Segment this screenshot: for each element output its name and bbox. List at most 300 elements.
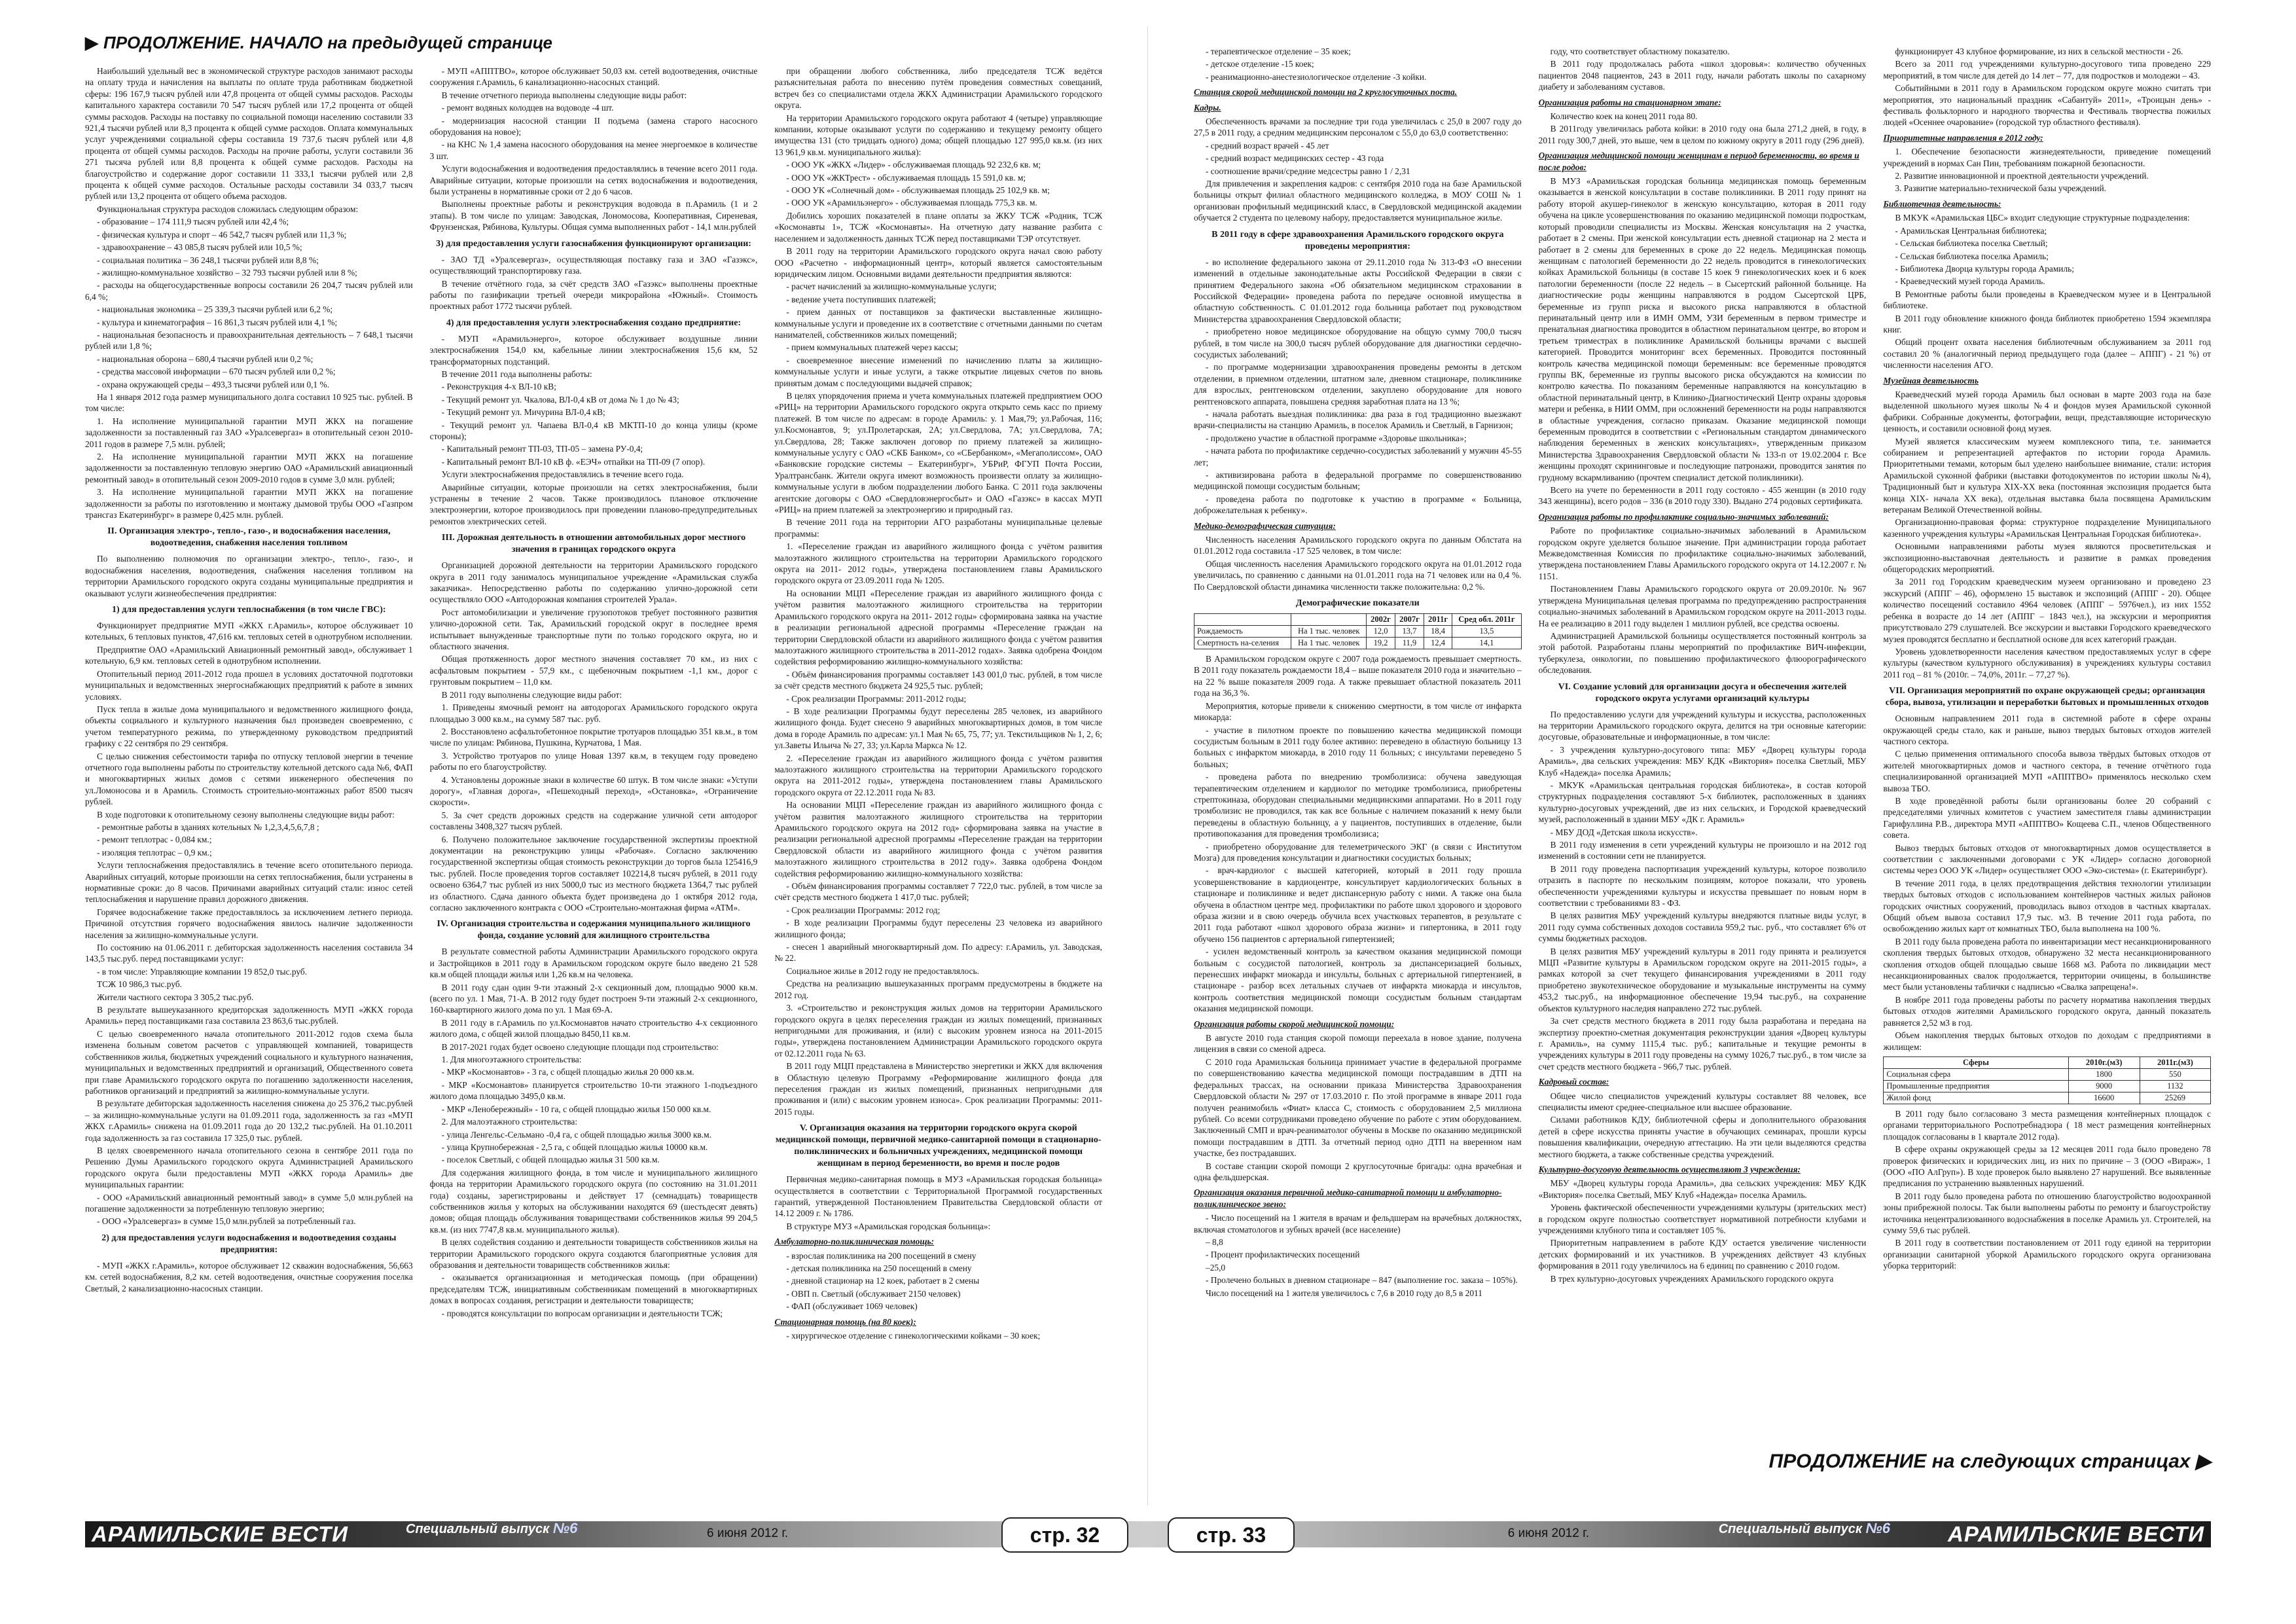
paragraph: - МКР «Космонавтов» - 3 га, с общей площадью жилья 20 000 кв.м. (441, 1067, 694, 1077)
paragraph: - национальная безопасность и правоохранительная деятельность – 7 648,1 тысячи рублей или 1,8 %; (85, 329, 413, 352)
paragraph: В МКУК «Арамильская ЦБС» входит следующие структурные подразделения: (1895, 213, 2190, 223)
table-cell: 550 (2140, 1068, 2210, 1080)
paragraph: По состоянию на 01.06.2011 г. дебиторская задолженность населения составила 34 143,5 тыс.руб. перед поставщиками услуг: (85, 943, 413, 964)
paragraph: - по программе модернизации здравоохранения проведены ремонты в детском отделении, в приемном отделении, штатном зале, дневном стационаре, поликлинике для взрослых, рентгеновском отделении, закуплено оборудование для нового рентгеновского аппарата, повышена средняя заработная плата на 13 %; (1194, 362, 1522, 406)
table-header-cell: 2002г (1367, 614, 1395, 626)
paragraph: В августе 2010 года станция скорой помощи переехала в новое здание, получена лицензия в связи со сменой адреса. (1194, 1033, 1522, 1055)
paragraph: - проведена работа по подготовке к участию в программе « Больница, доброжелательная к ребенку». (1194, 494, 1522, 516)
paragraph: МБУ «Дворец культуры города Арамиль», два сельских учреждения: МБУ КДК «Виктория» поселка Светлый, МБУ Клуб «Надежда» поселка Арамиль. (1538, 1178, 1867, 1200)
paragraph: при обращении любого собственника, либо председателя ТСЖ ведётся разъяснительная работа по внесению путём проведения совместных совещаний, встреч без со специалистами отдела ЖКХ Администрации Арамильского городского округа. (774, 66, 1103, 111)
paragraph: - национальная экономика – 25 339,3 тысячи рублей или 6,2 %; (97, 304, 333, 315)
section-heading: Кадры. (1194, 102, 1221, 113)
paragraph: В результате дебиторская задолженность населения снижена до 25 376,2 тыс.рублей – за жилищно-коммунальные услуги на 01.09.2011 года, задолженность за газ «МУП ЖКХ г.Арамиль» снижена на 01.09.2011 года до 20 132,2 тыс.рублей. На 01.10.2011 года задолженность за газ составила 17 325,0 тыс. рублей. (85, 1098, 413, 1143)
paragraph: - МКР «Ленобережный» - 10 га, с общей площадью жилья 150 000 кв.м. (441, 1104, 711, 1114)
paragraph: 3. Развитие материально-технической базы учреждений. (1895, 183, 2106, 194)
table-cell: 1132 (2140, 1080, 2210, 1092)
paragraph: Силами работников КДУ, библиотечной сферы и дополнительного образования детей в сфере искусства приняты участие в обучающих семинарах, прошли курсы повышения квалификации, очередную аттестацию. На эти цели выделяются средства местного бюджета, а также собственные средства учреждений. (1538, 1115, 1867, 1159)
issue-date: 6 июня 2012 г. (1507, 1526, 1589, 1540)
paragraph: - образование – 174 111,9 тысяч рублей или 42,4 %; (97, 217, 289, 227)
paragraph: - приобретено новое медицинское оборудование на общую сумму 700,0 тысяч рублей, в том числе на 300,0 тысяч рублей оборудование для диагностики сердечно-сосудистых заболеваний; (1194, 327, 1522, 359)
paragraph: - продолжено участие в областной программе «Здоровье школьника»; (1206, 433, 1467, 443)
paragraph: - средний возраст медицинских сестер - 43 года (1206, 153, 1384, 164)
paragraph: Количество коек на конец 2011 года 80. (1550, 111, 1698, 122)
paragraph: По выполнению полномочия по организации электро-, тепло-, газо-, и водоснабжения населения, водоотведения, снабжения населения топливом на территории Арамильского городского округа созданы муниципальные предприятия и оказывают услуги жизнеобеспечения предприятия: (85, 554, 413, 598)
paragraph: Обеспеченность врачами за последние три года увеличилась с 25,0 в 2007 году до 27,5 в 2011 году, а средним медицинским персоналом с 55,0 до 63,0 соответственно: (1194, 117, 1522, 138)
paragraph: В 2011 году обновление книжного фонда библиотек приобретено 1594 экземпляра книг. (1883, 313, 2212, 334)
paragraph: - в том числе: Управляющие компании 19 852,0 тыс.руб. (97, 966, 308, 977)
paragraph: 1. «Переселение граждан из аварийного жилищного фонда с учётом развития малоэтажного жилищного строительства на территории Арамильского городского округа на 2011- 2012 годы», утверждена постановлением главы Арамильского городского округа от 23.09.2011 года № 1205. (774, 541, 1103, 586)
paragraph: Аварийные ситуации, которые произошли на сетях электроснабжения, были устранены в течение 2 часов. Также производилось плановое отключение электроэнергии, которое производилось при проведении планово-предупредительных ремонтов электрических сетей. (429, 482, 758, 526)
paragraph: В течение 2011 года выполнены работы: (441, 369, 592, 379)
paragraph: - ремонт водяных колодцев на водоводе -4 шт. (441, 103, 614, 113)
table-header-cell: 2007г (1395, 614, 1424, 626)
table-cell: 12,0 (1367, 626, 1395, 638)
paragraph: - врач-кардиолог с высшей категорией, который в 2011 году прошла усовершенствование в кардиоцентре, консультирует кардиологических больных в стационаре и поликлинике и ведет диспансерную работу с ними. А также она была обучена в областном центре мед. профилактики по работе школ здорового и здорового образа жизни и в свою очередь обучила всех участковых терапевтов, в результате с 2011 года работают «школ здорового образа жизни» и гипертоника, в 2011 году обучено 156 пациентов с артериальной гипертензией; (1194, 865, 1522, 944)
paragraph: Основными направлениями работы музея являются просветительская и экспозиционно-выставочная деятельность и развитие в рамках проведения общегородских мероприятий. (1883, 541, 2212, 575)
paragraph: Объем накопления твердых бытовых отходов по доходам с предприятиями в жилищем: (1883, 1030, 2212, 1052)
section-heading: 3) для предоставления услуги газоснабжения функционируют организации: (436, 238, 751, 249)
paragraph: Общий процент охвата населения библиотечным обслуживанием за 2011 год составил 20 % (аналогичный период предыдущего года (далее – АППГ) - 21 %) от численности населения АГО. (1883, 337, 2212, 370)
paragraph: - расчет начислений за жилищно-коммунальные услуги; (786, 281, 997, 292)
paragraph: 4. Установлены дорожные знаки в количестве 60 штук. В том числе знаки: «Уступи дорогу», «Главная дорога», «Пешеходный переход», «Остановка», «Ограничение скорости». (429, 774, 758, 808)
paragraph: - средства массовой информации – 670 тысяч рублей или 0,2 %; (97, 367, 336, 377)
paragraph: - реанимационно-анестезиологическое отделение -3 койки. (1206, 71, 1427, 82)
paragraph: - модернизация насосной станции II подъема (замена старого насосного оборудования на новое); (429, 115, 758, 137)
paragraph: - ФАП (обслуживает 1069 человек) (786, 1301, 918, 1312)
paragraph: - расходы на общегосударственные вопросы составили 26 204,7 тысяч рублей или 6,4 %; (85, 280, 413, 302)
paragraph: - Текущий ремонт ул. Мичурина ВЛ-0,4 кВ; (441, 407, 605, 418)
column (430, 65, 758, 1525)
paragraph: - прием данных от поставщиков за фактически выставленные жилищно-коммунальные услуги и проведение их в соответствие с отчетными данными по счетам нанимателей, собственников жилых помещений; (774, 307, 1103, 340)
paragraph: - В ходе реализации Программы будут переселены 23 человека из аварийного жилищного фонда; (774, 918, 1103, 939)
paragraph: Рост автомобилизации и увеличение грузопотоков требует постоянного развития улично-дорожной сети. Так, Арамильский городской округ в последнее время испытывает вынужденные транспортные пути по только городского округа, но и областного значения. (429, 607, 758, 652)
paragraph: - Капитальный ремонт ВЛ-10 кВ ф. «ЕЭЧ» отпайки на ТП-09 (7 опор). (441, 456, 706, 467)
paragraph: Общая протяженность дорог местного значения составляет 70 км., из них с асфальтовым покрытием - 57,9 км., с щебеночным покрытием -1,1 км., дорог с грунтовым покрытием – 11,0 км. (429, 654, 758, 687)
section-heading: Медико-демографическая ситуация: (1194, 520, 1336, 531)
section-heading: Стационарная помощь (на 80 коек): (774, 1316, 916, 1327)
paragraph: - улица Ленгельс-Сельмано -0,4 га, с общей площадью жилья 3000 кв.м. (441, 1129, 711, 1140)
paragraph: - участие в пилотном проекте по повышению качества медицинской помощи сосудистым больным в 2011 году более активно: переведено в областную больницу 13 больных с инфарктом миокарда, в 2010 году 11 больных; с инсультами переведено 5 больных; (1194, 725, 1522, 769)
paragraph: - приобретено оборудование для телеметрического ЭКГ (в связи с Институтом Мозга) для проведения консультации и диагностики сосудистых больных; (1194, 841, 1522, 863)
paragraph: В результате совместной работы Администрации Арамильского городского округа и Застройщиков в 2011 году в Арамильском городском округе было введено 21 528 кв.м общей площади жилья или 1,26 кв.м на человека. (429, 947, 758, 980)
paragraph: Событийными в 2011 году в Арамильском городском округе можно считать три мероприятия, это национальный праздник «Сабантуй» 2011», «Троицын день» - фестиваль фольклорного и народного творчества и Фестиваль творчества пожилых людей «Осеннее очарование» (городской тур областного фестиваля). (1883, 83, 2212, 128)
section-heading: Приоритетные направления в 2012 году: (1883, 132, 2043, 143)
masthead: АРАМИЛЬСКИЕ ВЕСТИ (1948, 1522, 2204, 1546)
paragraph: Организацией дорожной деятельности на территории Арамильского городского округа в 2011 году занималось муниципальное учреждение «Арамильская служба заказчика». Непосредственно работы по содержанию улично-дорожной сети осуществляло ООО «Автодорожная компания строителей Урала». (429, 560, 758, 605)
paragraph: году, что соответствует областному показателю. (1550, 46, 1730, 56)
paragraph: - Текущий ремонт ул. Чкалова, ВЛ-0,4 кВ от дома № 1 до № 43; (441, 394, 679, 405)
page-footer (1148, 1512, 2296, 1553)
paragraph: - В ходе реализации Программы будут переселены 285 человек, из аварийного жилищного фонда. Будет снесено 9 аварийных многоквартирных домов, в том числе дома в городе Арамиль по адресам: ул.1 Мая № 65, 75, 77; ул. Текстильщиков № 1, 2, 6; ул.Заветы Ильича № 27, 33; ул.Карла Маркса № 12. (774, 706, 1103, 751)
table-cell: 14,1 (1452, 638, 1522, 649)
paragraph: В Ремонтные работы были проведены в Краеведческом музее и в Центральной библиотеке. (1883, 289, 2212, 311)
paragraph: - культура и кинематография – 16 861,3 тысяч рублей или 4,1 %; (97, 317, 338, 327)
table-cell: 16600 (2068, 1092, 2140, 1104)
page-33-columns (1194, 46, 2211, 1506)
paragraph: - ООО «Арамильский авиационный ремонтный завод» в сумме 5,0 млн.рублей на погашение задолженности за потребленную тепловую энергию; (85, 1192, 413, 1214)
paragraph: Добились хороших показателей в плане оплаты за ЖКУ ТСЖ «Родник, ТСЖ «Космонавты 1», ТСЖ «Космонавты». На отчетную дату название разбита с населением и задолженность данных ТСЖ перед поставщиками ТЭР отсутствует. (774, 210, 1103, 244)
paragraph: 2. «Переселение граждан из аварийного жилищного фонда с учётом развития малоэтажного жилищного строительства на территории Арамильского городского округа на 2011-2012 годы», утверждена постановлением главы Арамильского городского округа от 22.12.2011 года № 83. (774, 753, 1103, 797)
paragraph: - Процент профилактических посещений (1206, 1250, 1360, 1260)
paragraph: Постановлением Главы Арамильского городского округа от 20.09.2010г. № 967 утверждена Муниципальная целевая программа по предупреждению распространения социально-значимых заболеваний в Арамильском городском округе на 2011-2013 годы. На ее реализацию в 2011 году выделен 1 миллион рублей, все средства освоены. (1538, 584, 1867, 628)
paragraph: Жители частного сектора 3 305,2 тыс.руб. (97, 992, 254, 1002)
section-heading: Станция скорой медицинской помощи на 2 круглосуточных поста. (1194, 87, 1458, 98)
paragraph: В ходе подготовки к отопительному сезону выполнены следующие виды работ: (97, 809, 395, 820)
section-heading: VII. Организация мероприятий по охране окружающей среды; организация сбора, вывоза, утилизации и переработки бытовых и промышленных отходов (1885, 686, 2209, 708)
paragraph: Для содержания жилищного фонда, в том числе и муниципального жилищного фонда на территории Арамильского городского округа (по состоянию на 31.01.2011 года) созданы, зарегистрированы и действует 17 (семнадцать) товариществ собственников жилья у которых на обслуживании находятся 69 (шестьдесят девять) домов; общая площадь обслуживания товариществами собственников жилья 99 204,5 кв.м. (из них 7747,8 кв.м. муниципального жилья). (429, 1167, 758, 1235)
paragraph: В 2011 году в соответствии постановлением от 2011 году единой на территории организации санитарной уборкой Арамильского городского округа организована уборка территорий: (1883, 1238, 2212, 1271)
section-heading: Организация работы на стационарном этапе: (1538, 97, 1721, 107)
table-header-cell: 2011г (1424, 614, 1452, 626)
paragraph: 2. На исполнение муниципальной гарантии МУП ЖКХ на погашение задолженности за поставленную тепловую энергию ОАО «Арамильский авиационный ремонтный завод» в отопительный сезон 2009-2010 годов в сумме 3,0 млн. рублей; (85, 452, 413, 484)
paragraph: Приоритетным направлением в работе КДУ остается увеличение численности детских формирований и их участников. В учреждениях действует 43 клубных формирования в 2011 году увеличилось на 6 единиц по сравнению с 2010 годом. (1538, 1238, 1867, 1271)
paragraph: - соотношение врачи/средние медсестры равно 1 / 2,31 (1206, 166, 1410, 176)
paragraph: В целях упорядочения приема и учета коммунальных платежей предприятием ООО «РИЦ» на территории Арамильского городского округа открыто семь касс по приему платежей. В том числе по адресам: в городе Арамиль: у. 1 Мая,79; ул.Рабочая, 116; ул.Космонавтов, 9; ул.Пролетарская, 2А; ул.Свердлова, 7А; ул.Свердлова, 7А; ул.Свердлова, 28; Также заключен договор по приему платежей за жилищно-коммунальные услугу с ОАО «СКБ Банком», со «СБербанком», «Мегаполиссом», ОАО «Банковские городские системы – Екатеринбург», УБРиР, ФГУП Почта России, Уралтрансбанк. Жители округа имеют возможность произвести оплату за жилищно-коммунальные услуги в любом подразделении любого Банка. С 2011 года заключены агентские договоры с ОАО «Свердловэнергосбыт» и ОАО «Газэкс» в кассах МУП «РИЦ» на прием платежей за электроэнергию и природный газ. (774, 390, 1103, 515)
paragraph: - терапевтическое отделение – 35 коек; (1206, 46, 1351, 56)
paragraph: Уровень удовлетворенности населения качеством предоставляемых услуг в сфере культуры (качеством культурного обслуживания) в учреждениях культуры составил 2011 год – 81 % (2010г. – 74,0%, 2011г. – 77,27 %). (1883, 646, 2212, 679)
paragraph: В Арамильском городском округе с 2007 года рождаемость превышает смертность. В 2011 году показатель рождаемости 18,4 – выше показателя 2010 года и значительно – на 22 % выше показателя 2009 года. А также превышает областной показатель 2011 года на 36,3 %. (1194, 654, 1522, 698)
paragraph: Социальное жилье в 2012 году не предоставлялось. (786, 965, 980, 976)
table-cell: 12,4 (1424, 638, 1452, 649)
paragraph: Администрацией Арамильской больницы осуществляется постоянный контроль за этой работой. Разработаны планы мероприятий по профилактике ВИЧ-инфекции, туберкулеза, онкологии, по повышению профилактического флюорографического обследования. (1538, 630, 1867, 676)
table-header-cell: 2011г.(м3) (2140, 1056, 2210, 1068)
table-row (1884, 1068, 2211, 1080)
section-heading: Библиотечная деятельность: (1883, 198, 2001, 209)
paragraph: - Пролечено больных в дневном стационаре – 847 (выполнение гос. заказа – 105%). (1206, 1275, 1518, 1286)
paragraph: - Капитальный ремонт ТП-03, ТП-05 – замена РУ-0,4; (441, 444, 643, 454)
column (85, 65, 413, 1525)
paragraph: В 2017-2021 годах будет освоено следующие площади под строительство: (441, 1041, 719, 1052)
issue-date: 6 июня 2012 г. (707, 1526, 789, 1540)
paragraph: Общая численность населения Арамильского городского округа на 01.01.2012 года увеличилась, по сравнению с данными на 01.01.2011 года на 71 человек или на 0,4 %. По Свердловской области динамика численности также положительна: 0,2 %. (1194, 558, 1522, 592)
masthead: АРАМИЛЬСКИЕ ВЕСТИ (92, 1522, 348, 1546)
paragraph: - Объём финансирования программы составляет 143 001,0 тыс. рублей, в том числе за счёт средств местного бюджета 24 925,5 тыс. рублей; (774, 669, 1103, 691)
paragraph: 2. Развитие инновационной и проектной деятельности учреждений. (1895, 171, 2149, 181)
special-issue-badge: Специальный выпуск №6 (1718, 1520, 1890, 1536)
column (1539, 46, 1867, 1506)
paragraph: В составе станции скорой помощи 2 круглосуточные бригады: одна врачебная и одна фельдшерская. (1194, 1161, 1522, 1182)
paragraph: Краеведческий музей города Арамиль был основан в марте 2003 года на базе выделенной школьного музея школы №4 и фондов музея Арамильской суконной фабрики. Собранные документы, фотографии, вещи, представляющие историческую ценность, и составили основной фонд музея. (1883, 389, 2212, 434)
paragraph: Музей является классическим музеем комплексного типа, т.е. занимается собиранием и репрезентацией артефактов по истории города Арамиль. Приоритетными темами, которым был уделено наибольшее внимание, стали: история Арамильской суконной фабрики (выставки фотодокументов по истории школы №4), Традиционный быт и культура XIX-XX века (постоянная экспозиция продается быта конца XIX- начала XX века), отдельная выставка была посвящена Арамильским ветеранам Великой Отечественной войны. (1883, 436, 2212, 515)
column (774, 65, 1102, 1525)
paragraph: - ООО «Уралсевергаз» в сумме 15,0 млн.рублей за потребленный газ. (97, 1216, 356, 1227)
paragraph: В результате вышеуказанного кредиторская задолженность МУП «ЖКХ города Арамиль» перед поставщиками газа составила 23 863,6 тыс.рублей. (85, 1005, 413, 1026)
paragraph: Всего на учете по беременности в 2011 году состояло - 455 женщин (в 2010 году 343 женщины), всего родов – 336 (в 2010 году 330). Выдано 274 родовых сертификата. (1538, 485, 1867, 507)
paragraph: - изоляция теплотрас – 0,9 км.; (97, 847, 212, 857)
table-cell: 19,2 (1367, 638, 1395, 649)
paragraph: - МУП «АППТВО», которое обслуживает 50,03 км. сетей водоотведения, очистные сооружения г.Арамиль, 6 канализационно-насосных станций. (429, 66, 758, 88)
paragraph: 2. Восстановлено асфальтобетонное покрытие тротуаров площадью 351 кв.м., в том числе по улицам: Рябинова, Пушкина, Курчатова, 1 Мая. (429, 726, 758, 748)
paragraph: - во исполнение федерального закона от 29.11.2010 года № 313-ФЗ «О внесении изменений в отдельные законодательные акты Российской Федерации в связи с принятием Федерального закона «Об обязательном медицинском страховании в Российской Федерации» проведена работа по передаче основной имущества в областную собственность. С 01.01.2012 года больница работает под руководством Министерства здравоохранения Свердловской области; (1194, 257, 1522, 324)
paragraph: Для привлечения и закрепления кадров: с сентября 2010 года на базе Арамильской больницы открыт филиал областного медицинского колледжа, в МОУ СОШ № 1 организован профильный медицинский класс, в Свердловской медицинской академии обучается 2 студента по целевому набору, предоставляется муниципальное жилье. (1194, 179, 1522, 223)
table-cell: 11,9 (1395, 638, 1424, 649)
paragraph: - начала работать выездная поликлиника: два раза в год традиционно выезжают врачи-специалисты на станцию Арамиль, в поселок Арамиль и Светлый, в Гарнизон; (1194, 408, 1522, 431)
paragraph: С целью своевременного начала отопительного 2011-2012 годов схема была изменена больным советом расчетов с управляющей компанией, товариществ собственников жилья, бюджетных учреждений социального и культурного назначения, муниципальных и ведомственных предприятий и организаций, Общественного совета при главе Арамильского городского округа по погашению задолженности населения, работников организаций и предприятий за жилищно-коммунальные услуги. (85, 1028, 413, 1096)
paragraph: В 2011 году сдан один 9-ти этажный 2-х секционный дом, площадью 9000 кв.м.(всего по ул. 1 Мая, 71-А. В 2012 году будет построен 9-ти этажный 2-х секционного, 160-квартирного жилого дома по ул. 1 Мая 69-А. (429, 982, 758, 1015)
paragraph: - начата работа по профилактике сердечно-сосудистых заболеваний у мужчин 45-55 лет; (1194, 446, 1522, 467)
paragraph: В целях содействия созданию и деятельности товариществ собственников жилья на территории Арамильского городского округа создаются благоприятные условия для образования и деятельности товариществ собственников жилья: (429, 1237, 758, 1270)
section-heading: Организация медицинской помощи женщинам в период беременности, во время и после родов: (1538, 151, 1859, 172)
section-heading: II. Организация электро-, тепло-, газо-, и водоснабжения населения, водоотведения, снабжения населения топливом (107, 526, 391, 549)
special-issue-badge: Специальный выпуск №6 (406, 1520, 578, 1536)
section-heading: Музейная деятельность (1883, 375, 1979, 386)
table-cell: Промышленные предприятия (1884, 1080, 2068, 1092)
page-footer (0, 1512, 1148, 1553)
table-cell: Смертность на-селения (1194, 638, 1291, 649)
paragraph: - ООО УК «ЖКХ «Лидер» - обслуживаемая площадь 92 232,6 кв. м; (786, 160, 1041, 170)
paragraph: В целях своевременного начала отопительного сезона в сентябре 2011 года по Решению Думы Арамильского городского округа Администрацией Арамильского городского округа были предоставлены МУП «ЖКХ города Арамиль» две муниципальных гарантии: (85, 1145, 413, 1190)
paragraph: - Библиотека Дворца культуры города Арамиль; (1895, 263, 2074, 274)
paragraph: - Текущий ремонт ул. Чапаева ВЛ-0,4 кВ МКТП-10 до конца улицы (кроме стороны); (429, 420, 758, 441)
paragraph: Наибольший удельный вес в экономической структуре расходов занимают расходы на оплату труда и начисления на выплаты по оплате труда работникам бюджетной сферы: 196 167,9 тысяч рублей или 47,8 процента от общей суммы расходов. Расходы капитального характера составили 70 547 тысяч рублей или 17,2 процента от общей суммы расходов. Расходы на поставку по социальной помощи населению составили 33 921,4 тысячи рублей или 8,3 процента к общей сумме расходов. Оплата коммунальных услуг учреждениями социальной сферы составила 19 737,6 тысяч рублей или 4,8 процента от общей суммы расходов. Расходы на прочие работы, услуги составили 36 271 тысяча рублей или 8,8 процента к общей сумме расходов. Расходы на благоустройство и содержание дорог составили 11 333,1 тысячи рублей или 2,8 процента к общей сумме расходов. Остальные расходы составили 34 033,7 тысяч рублей или 13,2 процента от общего объема расходов. (85, 66, 413, 202)
section-heading: VI. Создание условий для организации досуга и обеспечения жителей городского округа услугами организаций культуры (1558, 681, 1847, 704)
page-33 (1148, 0, 2296, 1624)
table-header-cell (1194, 614, 1291, 626)
paragraph: Услуги электроснабжения предоставлялись в течение всего года. (441, 469, 684, 480)
issue-number: №6 (552, 1520, 578, 1536)
page-number: стр. 33 (1168, 1517, 1295, 1553)
section-heading: В 2011 году в сфере здравоохранения Арамильского городского округа проведены мероприятия: (1211, 229, 1504, 251)
paragraph: 3. Устройство тротуаров по улице Новая 1397 кв.м, в текущем году проведено работы по его благоустройству. (429, 750, 758, 772)
paragraph: - МУП «ЖКХ г.Арамиль», которое обслуживает 12 скважин водоснабжения, 56,663 км. сетей водоснабжения, 8,2 км. сетей водоотведения, очистные сооружения поселка Светлый, 2 канализационно-насосных станции. (85, 1260, 413, 1293)
paragraph: - МБУ ДОД «Детская школа искусств». (1550, 827, 1698, 837)
paragraph: В 2011 году была проведена работа по инвентаризации мест несанкционированного скопления твердых бытовых отходов, обнаружено 32 места несанкционированного скопления отходов общей площадью свыше 1668 м3. Работа по ликвидации мест несанкционированных свалок продолжается, территории очищены, в большинстве мест были установлены таблички с надписью «Свалка запрещена!». (1883, 936, 2212, 992)
table-cell: 13,5 (1452, 626, 1522, 638)
paragraph: 1. Обеспечение безопасности жизнедеятельности, приведение помещений учреждений в нормах Сан Пин, требованиям пожарной безопасности. (1883, 147, 2212, 168)
paragraph: Предприятие ОАО «Арамильский Авиационный ремонтный завод», обслуживает 1 котельную, 6,9 км. тепловых сетей в однотрубном исполнении. (85, 644, 413, 666)
paragraph: На основании МЦП «Переселение граждан из аварийного жилищного фонда с учётом развития малоэтажного жилищного строительства на территории Арамильского городского округа на 2011- 2012 годы» сформирована заявка на участие в реализации региональной адресной программы «Переселение граждан на территории Свердловской области из аварийного жилищного фонда с учётом развития малоэтажного жилищного строительства в 2011-2012 годах». Заявка одобрена Фондом содействия реформированию жилищно-коммунального хозяйства: (774, 588, 1103, 667)
data-table (1194, 613, 1522, 649)
paragraph: - Реконструкция 4-х ВЛ-10 кВ; (441, 382, 556, 392)
arrow-right-icon: ▶ (2195, 1451, 2211, 1472)
paragraph: В 2011году увеличилась работа койки: в 2010 году она была 271,2 дней, в году, в 2011 году 300,7 дней, это выше, чем в целом по южному округу в 2011 году (296 дней). (1538, 124, 1867, 145)
paragraph: - ведение учета поступивших платежей; (786, 294, 937, 304)
paragraph: Пуск тепла в жилые дома муниципального и ведомственного жилищного фонда, объекты социального и культурного назначения был произведен своевременно, с учетом температурного режима, по утвержденному руководством предприятий графику с 22 сентября по 29 сентября. (85, 704, 413, 749)
paragraph: - ремонт теплотрас - 0,084 км.; (97, 835, 212, 845)
page-32-columns (85, 65, 1102, 1525)
paragraph: - МКР «Космонавтов» планируется строительство 10-ти этажного 1-подъездного жилого дома площадью 3495,0 кв.м. (429, 1079, 758, 1102)
paragraph: - ОВП п. Светлый (обслуживает 2150 человек) (786, 1288, 961, 1299)
table-header-cell: 2010г.(м3) (2068, 1056, 2140, 1068)
paragraph: - проведена работа по внедрению тромболизиса: обучена заведующая терапевтическим отделением и кардиолог по методике тромболизиса, приобретены стрептокиназа, оборудован специальными медицинскими аппаратами. Но в 2011 году тромболизис не проводился, так как все больные с наличием показаний к нему были переведены в областную больницу, а у пациентов, поступивших в отделение, были противопоказания для проведения тромболизиса; (1194, 772, 1522, 839)
table-cell: Социальная сфера (1884, 1068, 2068, 1080)
section-heading: Культурно-досуговую деятельность осуществляют 3 учреждения: (1538, 1164, 1801, 1174)
paragraph: - социальная политика – 36 248,1 тысячи рублей или 8,8 %; (97, 255, 319, 265)
paragraph: - ремонтные работы в зданиях котельных № 1,2,3,4,5,6,7,8 ; (97, 821, 319, 832)
paragraph: В течение 2011 года, в целях предотвращения действия технологии утилизации твердых бытовых отходов с использованием контейнеров частных жилых районов городских очистных сооружений, проводилась вывоз отходов в частных кварталах. Общий объем вывоза составил 17,9 тыс. м3. В течение 2011 года работа, по освобождению жилых карт от комнатных ТБО, была выполнена на 100 %. (1883, 878, 2212, 934)
section-heading: 2) для предоставления услуги водоснабжения и водоотведения созданы предприятия: (101, 1233, 397, 1255)
table-row (1194, 626, 1522, 638)
paragraph: Численность населения Арамильского городского округа по данным Облстата на 01.01.2012 года составила -17 525 человек, в том числе: (1194, 535, 1522, 556)
table-cell: Жилой фонд (1884, 1092, 2068, 1104)
paragraph: В 2011 году выполнены следующие виды работ: (441, 689, 622, 700)
section-heading: 1) для предоставления услуги теплоснабжения (в том числе ГВС): (112, 605, 386, 615)
table-cell: 9000 (2068, 1080, 2140, 1092)
paragraph: В течение отчётного года, за счёт средств ЗАО «Газэкс» выполнены проектные работы по газификации третьей очереди микрорайона «Южный». Стоимость проектных работ 1772 тысячи рублей. (429, 278, 758, 312)
paragraph: На территории Арамильского городского округа работают 4 (четыре) управляющие компании, которые оказывают услуги по содержанию и текущему ремонту общего имущества 131 (сто тридцать одного) дома; общей площадью 127 995,0 кв.м. (из них 13 961,9 кв.м. муниципального жилья): (774, 113, 1103, 157)
paragraph: Число посещений на 1 жителя увеличилось с 7,6 в 2010 году до 8,5 в 2011 (1206, 1288, 1482, 1298)
paragraph: Мероприятия, которые привели к снижению смертности, в том числе от инфаркта миокарда: (1194, 700, 1522, 723)
paragraph: В трех культурно-досуговых учреждениях Арамильского городского округа (1550, 1273, 1834, 1284)
paragraph: Услуги теплоснабжения предоставлялись в течение всего отопительного периода. Аварийных ситуаций, которые произошли на сетях теплоснабжения, были устранены в нормативные сроки: до 8 часов. Причинами аварийных ситуаций стали: износ сетей теплоснабжения и нарушение правил дорожного движения. (85, 860, 413, 905)
section-heading: V. Организация оказания на территории городского округа скорой медицинской помощи, первичной медико-санитарной помощи в стационарно-поликлинических и больничных учреждениях, медицинской помощи женщинам в период беременности, во время и после родов (775, 1123, 1102, 1169)
paragraph: В сфере охраны окружающей среды за 12 месяцев 2011 года было проведено 78 проверок физических и юридических лиц, из них по причине – 3 (ООО «Вираж», 1 (ООО «ПО АлГруп»). В ходе проверок было выявлено 27 нарушений. Все выявленные предписания по устранению выявленных нарушений. (1883, 1144, 2212, 1189)
paragraph: В ноябре 2011 года проведены работы по расчету норматива накопления твердых бытовых отходов жителями Арамильского городского округа, данный показатель равняется 2,52 м3 в год. (1883, 994, 2212, 1028)
paragraph: - взрослая поликлиника на 200 посещений в смену (786, 1250, 977, 1261)
paragraph: ТСЖ 10 986,3 тыс.руб. (97, 979, 183, 990)
paragraph: В структуре МУЗ «Арамильская городская больница»: (786, 1221, 991, 1231)
paragraph: В 2011 году продолжалась работа «школ здоровья»: количество обученных пациентов 2048 пациентов, 243 в 2011 году, начали работать школы по сахарному диабету и заболеваниям суставов. (1538, 59, 1867, 92)
paragraph: На 1 января 2012 года размер муниципального долга составил 10 925 тыс. рублей. В том числе: (85, 391, 413, 414)
paragraph: 1. Для многоэтажного строительства: (441, 1055, 582, 1065)
paragraph: - ООО УК «ЖКТрест» - обслуживаемая площадь 15 591,0 кв. м; (786, 172, 1026, 183)
paragraph: 2. Для малоэтажного строительства: (441, 1117, 578, 1127)
section-heading: Организация оказания первичной медико-санитарной помощи и амбулаторно-поликлиническое звено: (1194, 1187, 1502, 1209)
paragraph: - Объём финансирования программы составляет 7 722,0 тыс. рублей, в том числе за счёт средств местного бюджета 1 417,0 тыс. рублей; (774, 881, 1103, 903)
section-heading: Организация работы по профилактике социально-значимых заболеваний: (1538, 511, 1829, 522)
paragraph: В МУЗ «Арамильская городская больница медицинская помощь беременным оказывается в женской консультации в составе поликлиники. В 2011 году принят на работу второй акушер-гинеколог в женскую консультацию, которая в 2011 году обучена на цикле усовершенствования по оказанию медицинской помощи подросткам, который проводили специалисты из Москвы. Женская консультация на 2 участка, работает в 2 смены. При женской консультации есть дневной стационар на 2 места и работает в 2 смены для беременных в сроке до 22 недель. Медицинская помощь женщинам с патологией беременности до 22 недель проводится в гинекологических койках Арамильской больницы (в составе 15 коек 9 гинекологических коек и 6 коек патологии беременности (после 22 недель – в Сысертский районной больнице. На диагностические роды женщины направляются в роддом Сысертской ЦРБ, беременные из групп риска и высокого риска направляются в областной перинатальный центр или в ИМН ОММ, УЗИ беременным в первом триместре и пренатальная диагностика проводится в областном перинатальном центре, во втором и третьем триместрах в поликлинике Арамильской больницы врачами с высшей категорией. Проводится мониторинг всех беременных. Проводится постоянный контроль качества медицинской помощи беременным: все беременные проводятся группы ВК, беременные из группы высокого риска обсуждаются на комиссии по контролю качества. По показаниям беременные направляются на консультацию в областной перинатальный центр, в Клинико-Диагностический Центр охраны здоровья матери и ребенка, в НИИ ОММ, при осложнений беременности на роды направляются в областные учреждения, согласно приказам. Оказание медицинской помощи беременным проводится в соответствии с «Региональным стандартом динамического наблюдения беременных в женских консультациях», утвержденным приказом Министерства Здравоохранения Свердловской области № 133-п от 19.02.2004 г. Все женщины проходят скрининговые и последующие патронажи, проводится занятия по грудному вскармливанию (прочтем специалист детской поликлиники). (1538, 176, 1867, 482)
paragraph: В 2011 году было согласовано 3 места размещения контейнерных площадок с органами территориального Роспотребнадзора ( 18 мест размещения контейнерных площадок согласованы в 1 квартале 2012 года). (1883, 1108, 2212, 1142)
paragraph: Организационно-правовая форма: структурное подразделение Муниципального казенного учреждения культуры «Арамильская Центральная Городская библиотека». (1883, 517, 2212, 539)
paragraph: 6. Получено положительное заключение государственной экспертизы проектной документации на реконструкцию улицы «Рабочая». Согласно заключению государственной экспертизы общая стоимость реконструкции до торгов была 125416,9 тыс. рублей. После проведения торгов составляет 102214,8 тысяч рублей, в 2011 году освоено 6364,7 тыс рублей из них 5000,0 тыс из местного бюджета 1364,7 тыс рублей из областного. Сдача данного объекта будет произведена до 1 октября 2012 года, согласно заключенного контракта с ООО «Строительно-монтажная фирма «АТМ». (429, 834, 758, 912)
table-header-cell: Сред обл. 2011г (1452, 614, 1522, 626)
paragraph: - хирургическое отделение с гинекологическими койками – 30 коек; (786, 1331, 1041, 1341)
paragraph: функционирует 43 клубное формирование, из них в сельской местности - 26. (1895, 46, 2183, 56)
table-cell: На 1 тыс. человек (1291, 638, 1367, 649)
paragraph: - активизирована работа в федеральной программе по совершенствованию медицинской помощи сосудистым больным; (1194, 470, 1522, 492)
paragraph: В 2011 году проведена паспортизация учреждений культуры, которое позволило отразить в паспорте по нескольким позициям, которое показали, что уровень обеспеченности учреждениями культуры и искусства превышает по новым норм в соответствии с требованиями 83 - ФЗ. (1538, 863, 1867, 909)
section-heading: III. Дорожная деятельность в отношении автомобильных дорог местного значения в границах городского округа (441, 533, 746, 555)
paragraph: - прием коммунальных платежей через кассы; (786, 342, 958, 353)
issue-number: №6 (1865, 1520, 1890, 1536)
paragraph: - ЗАО ТД «Уралсевергаз», осуществляющая поставку газа и ЗАО «Газэкс», осуществляющий транспортировку газа. (429, 254, 758, 276)
paragraph: - национальная оборона – 680,4 тысячи рублей или 0,2 %; (97, 353, 314, 364)
table-cell: На 1 тыс. человек (1291, 626, 1367, 638)
paragraph: В ходе проведённой работы были организованы более 20 собраний с председателями уличных комитетов с участием заместителя главы администрации Гарифуллина Р.В., директора МУП «АППТВО» Кощеева С.П., членов Общественного совета. (1883, 795, 2212, 840)
paragraph: - здравоохранение – 43 085,8 тысяч рублей или 10,5 %; (97, 242, 302, 253)
paragraph: За 2011 год Городским краеведческим музеем организовано и проведено 23 экскурсий (АППГ – 46), оформлено 15 выставок и экспозиций (АППГ - 20). Общее количество посещений составило 4964 человек (АППГ – 5976чел.), из них 1552 ребенка в возрасте до 14 лет (АППГ – 1843 чел.), на экскурсии и мероприятия присутствовало 279 слушателей. Все экскурсии и выставки Городского краеведческого музея проводятся бесплатно и бесплатной основе для всех категорий граждан. (1883, 577, 2212, 644)
paragraph: - усилен ведомственный контроль за качеством оказания медицинской помощи больным с сосудистой патологией, контроль за диспансеризацией больных, перенесших инфаркт миокарда и инсульты, больных с артериальной гипертензией, в стационаре - разбор всех летальных случаев от инфаркта миокарда и инсультов, контроль соответствия медицинской помощи сосудистым больным стандартам оказания медицинской помощи. (1194, 947, 1522, 1014)
continued-from-heading: ▶ ПРОДОЛЖЕНИЕ. НАЧАЛО на предыдущей странице (85, 33, 552, 52)
paragraph: - своевременное внесение изменений по начислению платы за жилищно-коммунальные услуги и иные услуги, а также открытие лицевых счетов по вновь принятым домам с последующими выдачей справок; (774, 355, 1103, 388)
paragraph: - физическая культура и спорт – 46 542,7 тысяч рублей или 11,3 %; (97, 229, 347, 240)
paragraph: Первичная медико-санитарная помощь в МУЗ «Арамильская городская больница» осуществляется в соответствии с Территориальной Программой государственных гарантий, утвержденной Постановлением Правительства Свердловской области от 14.12 2009 г. № 1786. (774, 1174, 1103, 1219)
table-cell: 18,4 (1424, 626, 1452, 638)
paragraph: Уровень фактической обеспеченности учреждениями культуры (зрительских мест) в городском округе полностью соответствует нормативной потребности клубами и учреждениями клубного типа и составляет 105 %. (1538, 1202, 1867, 1235)
paragraph: Выполнены проектные работы и реконструкция водовода в п.Арамиль (1 и 2 этапы). В том числе по улицам: Заводская, Лономосова, Кооперативная, Сиреневая, Фрунзенская, Рябинова, Культуры. Общая сумма выполненных работ - 14,1 млн.рублей (429, 199, 758, 232)
paragraph: В целях развития МБУ учреждений культуры в 2011 году принята и реализуется МЦП «Развитие культуры в Арамильском городском округе на 2011-2015 годы», а рамках которой за счет текущего финансирования учреждениями в 2011 году приобретено звукотехническое оборудование и музыкальные инструменты на сумму 453,2 тыс.руб., на информационное обеспечение 19,94 тыс.руб., на сохранение объектов культурного наследия направлено 272 тыс.рублей. (1538, 946, 1867, 1013)
paragraph: - дневной стационар на 12 коек, работает в 2 смены (786, 1276, 980, 1286)
paragraph: За счет средств местного бюджета в 2011 году была разработана и передана на экспертизу проектно-сметная документация реконструкции здания «Дворец культуры г. Арамиль», на сумму 1115,4 тыс. руб.; капитальные и текущие ремонты в учреждениях культуры в 2011 году проведены на сумму 1026,7 тыс.руб., в том числе за счет средств местного бюджета - 966,7 тыс. рублей. (1538, 1016, 1867, 1072)
paragraph: 5. За счет средств дорожных средств на содержание уличной сети автодорог составлены 3408,327 тысяч рублей. (429, 810, 758, 832)
paragraph: - на КНС № 1,4 замена насосного оборудования на менее энергоемкое в количестве 3 шт. (429, 139, 758, 161)
paragraph: На основании МЦП «Переселение граждан из аварийного жилищного фонда с учётом развития малоэтажного жилищного строительства на территории Арамильского городского округа на 2012 год» сформирована заявка на участие в реализации региональной адресной программы «Переселение граждан на территории Свердловской области из аварийного жилищного фонда с учётом развития малоэтажного жилищного строительства в 2012 году». Заявка одобрена Фондом содействия реформированию жилищно-коммунального хозяйства: (774, 800, 1103, 878)
table-cell: Рождаемость (1194, 626, 1291, 638)
paragraph: - ООО УК «Солнечный дом» - обслуживаемая площадь 25 102,9 кв. м; (786, 185, 1050, 196)
paragraph: Всего за 2011 год учреждениями культурно-досугового типа проведено 229 мероприятий, в том числе для детей до 14 лет – 77, для подростков и молодежи – 43. (1883, 59, 2212, 81)
paragraph: В течение отчетного периода выполнены следующие виды работ: (441, 90, 687, 100)
paragraph: - МКУК «Арамильская центральная городская библиотека», в состав которой структурных подразделения составляют 5-х библиотек, расположенных в зданиях культурно-досуговых учреждений, две из них сельских, и Городской краеведческий музей, расположенный в здании МБУ «ДК г. Арамиль» (1538, 780, 1867, 825)
paragraph: - Число посещений на 1 жителя в врачам и фельдшерам на врачебных должностях, включая стоматологов и зубных врачей (все население) (1194, 1213, 1522, 1235)
paragraph: - Краеведческий музей города Арамиль. (1895, 276, 2045, 287)
paragraph: - поселок Светлый, с общей площадью жилья 31 500 кв.м. (441, 1155, 660, 1165)
table-cell: 13,7 (1395, 626, 1424, 638)
paragraph: Общее число специалистов учреждений культуры составляет 88 человек, все специалисты имеют среднее-специальное или высшее образование. (1538, 1091, 1867, 1112)
paragraph: - оказывается организационная и методическая помощь (при обращении) председателям ТСЖ, инициативным собственникам помещений в многоквартирных домах в вопросах создания, регистрации и деятельности товариществ; (429, 1272, 758, 1306)
continued-to-heading: ПРОДОЛЖЕНИЕ на следующих страницах ▶ (1768, 1451, 2211, 1472)
paragraph: В течение 2011 года на территории АГО разработаны муниципальные целевые программы: (774, 517, 1103, 539)
paragraph: В 2011 году было проведена работа по отношению благоустройство водоохранной зоны прибрежной полосы. Так были выполнены работы по ремонту и благоустройству источника нецентрализованного водоснабжения в поселке Арамиль ул. Строителей, на сумму 59,6 тыс рублей. (1883, 1191, 2212, 1235)
paragraph: 3. На исполнение муниципальной гарантии МУП ЖКХ на погашение задолженности за работы по изготовлению и монтажу дымовой трубы ООО «Газпром трансгаз Екатеринбург» в размере 0,425 млн. рублей. (85, 487, 413, 520)
paragraph: В целях развития МБУ учреждений культуры внедряются платные виды услуг, в 2011 году сумма собственных доходов составила 959,2 тыс. руб., что составляет 6% от суммы бюджетных расходов. (1538, 911, 1867, 944)
paragraph: 3. «Строительство и реконструкция жилых домов на территории Арамильского городского округа в целях переселения граждан из жилых помещений, признанных непригодными для проживания, и (или) с высоким уровнем износа на 2011-2015 годы», утверждена постановлением Администрации Арамильского городского округа от 02.12.2011 года № 63. (774, 1003, 1103, 1058)
paragraph: Горячее водоснабжение также предоставлялось за исключением летнего периода. Причиной отсутствия горячего водоснабжения явилось наличие задолженности населения за жилищно-коммунальные услуги. (85, 907, 413, 940)
column (1883, 46, 2211, 1506)
paragraph: Функциональная структура расходов сложилась следующим образом: (97, 204, 359, 214)
paragraph: В 2011 году изменения в сети учреждений культуры не произошло и на 2012 год изменений в состоянии сети не планируется. (1538, 840, 1867, 861)
paragraph: - Арамильская Центральная библиотека; (1895, 225, 2047, 236)
paragraph: С 2010 года Арамильская больница принимает участие в федеральной программе по совершенствованию качества медицинской помощи пострадавшим в ДТП на федеральных трассах, на основании приказа Министерства Здравоохранения Свердловской области № 297 от 17.03.2010 г. По этой программе в январе 2011 года получен реанимобиль «Фиат» класса С, стоимость с оборудованием 2,5 миллиона рублей. Со всеми сотрудниками проведено обучение по работе с этим оборудованием. Заключенный СМП и врач-реаниматолог обучены в Москве по оказанию медицинской помощи пострадавшим в ДТП. За отчетный период одно ДТП на вверенном нам участке, без пострадавших. (1194, 1056, 1522, 1159)
arrow-right-icon: ▶ (85, 33, 98, 52)
section-heading: 4) для предоставления услуги электроснабжения создано предприятие: (446, 317, 742, 328)
paragraph: - проводятся консультации по вопросам организации и деятельности ТСЖ; (441, 1308, 723, 1318)
column (1194, 46, 1522, 1506)
paragraph: Работе по профилактике социально-значимых заболеваний в Арамильском городском округе уделяется большое значение. При администрации города работает Межведомственная Комиссия по профилактике социально-значимых заболеваний, утверждена постановлением Главы Арамильского городского округа от 14.12.2007 г. № 1151. (1538, 526, 1867, 581)
paragraph: - МУП «Арамильэнерго», которое обслуживает воздушные линии электроснабжения 154,0 км, кабельные линии электроснабжения 15,6 км, 52 трансформаторных подстанций. (429, 333, 758, 367)
table-row (1194, 638, 1522, 649)
paragraph: Отопительный период 2011-2012 года прошел в условиях достаточной подготовки муниципальных и ведомственных энергоснабжающих предприятий к работе в зимних условиях. (85, 668, 413, 702)
paragraph: С целью применения оптимального способа вывоза твёрдых бытовых отходов от жителей многоквартирных домов и частного сектора, в течение отчётного года специализированной организацией МУП «АППТВО» применялось несколько схем вывоза ТБО. (1883, 749, 2212, 793)
paragraph: - 3 учреждения культурно-досугового типа: МБУ «Дворец культуры города Арамиль», два сельских учреждения: МБУ КДК «Виктория» поселка Светлый, МБУ Клуб «Надежда» поселка Арамиль; (1538, 744, 1867, 778)
paragraph: - детская поликлиника на 250 посещений в смену (786, 1263, 972, 1273)
paragraph: - ООО УК «Арамильэнерго» - обслуживаемая площадь 775,3 кв. м. (786, 198, 1037, 208)
paragraph: - Срок реализации Программы: 2012 год; (786, 905, 941, 915)
paragraph: – 8,8 (1206, 1236, 1223, 1247)
table-header-cell: Сферы (1884, 1056, 2068, 1068)
section-heading: Амбулаторно-поликлиническая помощь: (774, 1236, 935, 1247)
paragraph: –25,0 (1206, 1262, 1226, 1272)
table-row (1884, 1080, 2211, 1092)
page-number: стр. 32 (1001, 1517, 1128, 1553)
table-cell: 1800 (2068, 1068, 2140, 1080)
paragraph: В 2011 году МЦП представлена в Министерство энергетики и ЖКХ для включения в Областную целевую Программу «Реформирование жилищного фонда для переселения граждан из жилых помещений, признанных непригодными для проживания и (или) с высоким уровнем износа». Срок реализации Программы: 2011- 2015 годы. (774, 1061, 1103, 1117)
paragraph: Услуги водоснабжения и водоотведения предоставлялись в течение всего 2011 года. Аварийные ситуации, которые произошли на сетях водоснабжения и водоотведения, были устранены в нормативные сроки от 2 до 6 часов. (429, 164, 758, 197)
paragraph: - детское отделение -15 коек; (1206, 59, 1314, 69)
section-heading: Организация работы скорой медицинской помощи: (1194, 1019, 1395, 1029)
paragraph: - улица Крупнобережная - 2,5 га, с общей площадью жилья 10000 кв.м. (441, 1142, 708, 1152)
table-header-cell (1291, 614, 1367, 626)
paragraph: - Сельская библиотека поселка Светлый; (1895, 238, 2048, 249)
paragraph: - жилищно-коммунальное хозяйство – 32 793 тысячи рублей или 8 %; (97, 267, 357, 278)
paragraph: 1. На исполнение муниципальной гарантии МУП ЖКХ на погашение задолженности за поставленный газ ЗАО «Уралсевергаз» в отопительный сезон 2010-2011 годов в размере 7,5 млн. рублей; (85, 416, 413, 449)
paragraph: С целью снижения себестоимости тарифа по отпуску тепловой энергии в течение отчетного года выполнены работы по строительству котельной детского сада №6, ФАП и многоквартирных жилых домов с сетями инженерного обеспечения по ул.Ломоносова и в Арамиль. Стоимость строительно-монтажных работ 8500 тысяч рублей. (85, 751, 413, 807)
paragraph: 1. Приведены ямочный ремонт на автодорогах Арамильского городского округа площадью 3 000 кв.м., на сумму 587 тыс. руб. (429, 702, 758, 724)
table-cell: 25269 (2140, 1092, 2210, 1104)
paragraph: В 2011 году в г.Арамиль по ул.Космонавтов начато строительство 4-х секционного жилого дома, с общей жилой площадью 8450,11 кв.м. (429, 1017, 758, 1039)
section-heading: Кадровый состав: (1538, 1077, 1609, 1087)
paragraph: - снесен 1 аварийный многоквартирный дом. По адресу: г.Арамиль, ул. Заводская, № 22. (774, 942, 1103, 964)
paragraph: Основным направлением 2011 года в системной работе в сфере охраны окружающей среды стало, как и раньше, вывоз твердых бытовых отходов жителей частного сектора. (1883, 713, 2212, 746)
paragraph: По предоставлению услуги для учреждений культуры и искусства, расположенных на территории Арамильского городского округа, делится на три основные категории: досуговые, образовательные и информационные, в том числе: (1538, 709, 1867, 742)
paragraph: - охрана окружающей среды – 493,3 тысячи рублей или 0,1 %. (97, 379, 330, 389)
data-table (1883, 1056, 2211, 1104)
section-heading: Демографические показатели (1295, 598, 1420, 609)
section-heading: IV. Организация строительства и содержания муниципального жилищного фонда, создание условий для жилищного строительства (437, 919, 751, 941)
paragraph: - Сельская библиотека поселка Арамиль; (1895, 251, 2049, 261)
paragraph: - Срок реализации Программы: 2011-2012 годы; (786, 693, 967, 704)
paragraph: - средний возраст врачей - 45 лет (1206, 140, 1329, 151)
paragraph: Функционирует предприятие МУП «ЖКХ г.Арамиль», которое обслуживает 10 котельных, 6 тепловых пунктов, 47,616 км. тепловых сетей в однотрубном исполнении. (85, 621, 413, 642)
